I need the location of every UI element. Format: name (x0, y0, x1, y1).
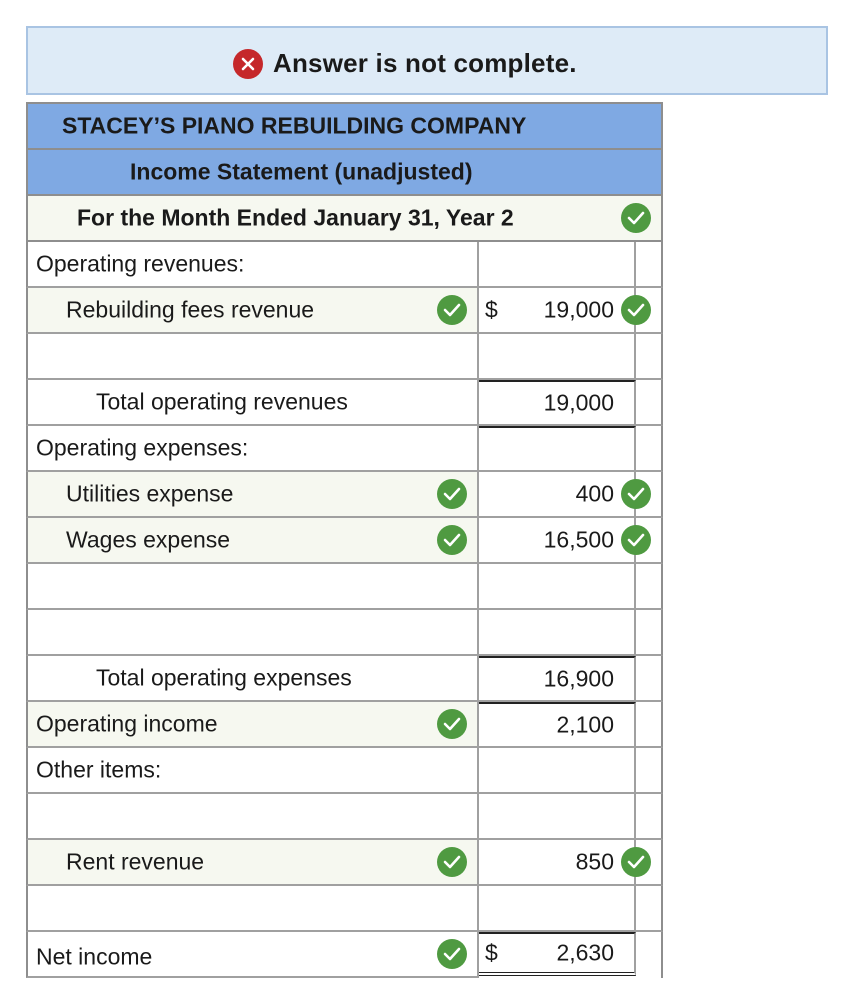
amount-value: 19,000 (543, 296, 614, 323)
amount-value: 400 (575, 480, 614, 507)
check-icon (437, 479, 467, 509)
row-blank (26, 564, 663, 610)
row-blank (26, 610, 663, 656)
error-x-icon (233, 49, 263, 79)
amount-value: 850 (575, 848, 614, 875)
check-icon (621, 847, 651, 877)
row-label[interactable]: Operating income (36, 710, 218, 737)
company-name-row (26, 102, 663, 150)
row-other-items (26, 748, 663, 794)
row-label: Other items: (36, 756, 162, 783)
row-operating-revenues (26, 242, 663, 288)
amount-input[interactable] (479, 426, 636, 470)
check-icon (437, 847, 467, 877)
banner-message: Answer is not complete. (273, 48, 577, 78)
check-icon (621, 295, 651, 325)
row-label[interactable]: Rent revenue (66, 848, 205, 875)
currency-symbol: $ (485, 296, 498, 323)
row-total-operating-revenues (26, 380, 663, 426)
row-utilities-expense (26, 472, 663, 518)
row-blank (26, 334, 663, 380)
row-label[interactable]: Net income (36, 943, 153, 970)
statement-title-row (26, 150, 663, 196)
check-icon (621, 525, 651, 555)
row-total-operating-expenses (26, 656, 663, 702)
row-label[interactable]: Utilities expense (66, 480, 234, 507)
check-icon (621, 479, 651, 509)
check-icon (437, 295, 467, 325)
row-rent-revenue (26, 840, 663, 886)
currency-symbol: $ (485, 939, 498, 966)
banner-content (233, 48, 577, 79)
amount-input[interactable] (479, 518, 636, 562)
amount-input[interactable] (479, 886, 636, 930)
row-label: Operating revenues: (36, 250, 245, 277)
amount-input[interactable] (479, 242, 636, 286)
row-rebuilding-fees-revenue (26, 288, 663, 334)
row-blank (26, 794, 663, 840)
check-icon (437, 939, 467, 969)
check-icon (437, 709, 467, 739)
amount-input[interactable] (479, 794, 636, 838)
row-label[interactable]: Rebuilding fees revenue (66, 296, 315, 323)
check-icon (621, 203, 651, 233)
row-wages-expense (26, 518, 663, 564)
amount-input[interactable] (479, 334, 636, 378)
amount-input[interactable] (479, 472, 636, 516)
row-blank (26, 886, 663, 932)
amount-input[interactable] (479, 748, 636, 792)
row-operating-expenses (26, 426, 663, 472)
amount-input[interactable] (479, 380, 636, 424)
amount-input[interactable] (479, 932, 636, 976)
amount-input[interactable] (479, 656, 636, 700)
statement-title: Income Statement (unadjusted) (130, 158, 473, 185)
amount-input[interactable] (479, 702, 636, 746)
row-operating-income (26, 702, 663, 748)
amount-input[interactable] (479, 610, 636, 654)
amount-value: 2,630 (556, 939, 614, 966)
income-statement (26, 102, 663, 978)
company-name: STACEY’S PIANO REBUILDING COMPANY (62, 112, 527, 139)
amount-value: 19,000 (543, 389, 614, 416)
row-label: Operating expenses: (36, 434, 249, 461)
row-label: Total operating expenses (96, 664, 352, 691)
amount-input[interactable] (479, 840, 636, 884)
row-label[interactable]: Wages expense (66, 526, 231, 553)
amount-value: 16,900 (543, 665, 614, 692)
statement-period: For the Month Ended January 31, Year 2 (77, 204, 514, 231)
row-net-income (26, 932, 663, 978)
amount-value: 2,100 (556, 711, 614, 738)
amount-value: 16,500 (543, 526, 614, 553)
feedback-banner (26, 26, 828, 95)
check-icon (437, 525, 467, 555)
amount-input[interactable] (479, 288, 636, 332)
statement-period-row (26, 196, 663, 242)
amount-input[interactable] (479, 564, 636, 608)
row-label: Total operating revenues (96, 388, 348, 415)
